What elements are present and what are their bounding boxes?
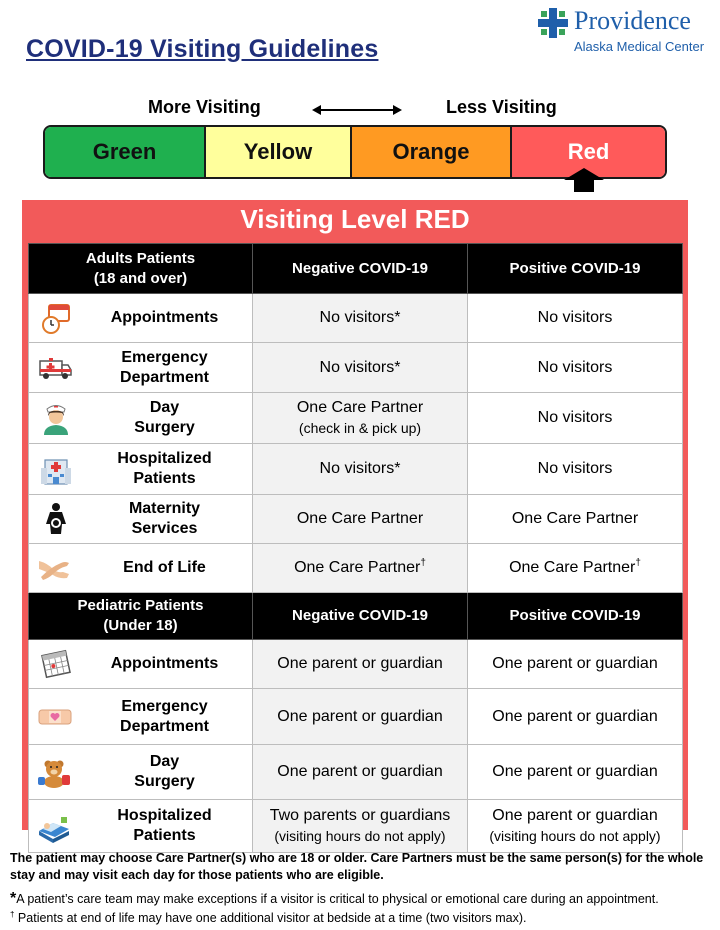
level-yellow: Yellow (206, 127, 352, 177)
row-label-text: Emergency (121, 697, 208, 715)
pediatric-header-age: (Under 18) (103, 617, 178, 634)
negative-cell-text: One Care Partner (294, 559, 421, 576)
calendar-icon (39, 647, 73, 681)
end-of-life-footnote (10, 911, 710, 925)
negative-cell: One Care Partner (253, 495, 468, 544)
positive-cell: No visitors (468, 294, 683, 343)
adults-header-row (29, 244, 683, 294)
providence-logo (538, 6, 713, 56)
positive-column-header: Positive COVID-19 (468, 244, 683, 294)
positive-cell: One parent or guardian (468, 745, 683, 800)
positive-cell-note: (visiting hours do not apply) (489, 827, 661, 844)
positive-cell: One parent or guardian (468, 640, 683, 689)
exception-footnote-text: A patient’s care team may make exceptions if a visitor is critical to physical or emotional care during an appointment. (16, 892, 659, 906)
pediatric-header-row (29, 593, 683, 640)
teddy-bear-icon (33, 755, 75, 789)
positive-cell: No visitors (468, 444, 683, 495)
providence-cross-icon (538, 8, 568, 38)
table-row (29, 689, 683, 745)
row-label-text: Surgery (134, 419, 195, 436)
dagger-mark: † (420, 557, 426, 569)
table-row (29, 745, 683, 800)
bandage-heart-icon (33, 700, 77, 734)
negative-cell: No visitors* (253, 294, 468, 343)
negative-cell: No visitors* (253, 444, 468, 495)
negative-cell: No visitors* (253, 343, 468, 393)
table-row (29, 393, 683, 444)
less-visiting-label: Less Visiting (446, 97, 557, 117)
nurse-icon (39, 401, 73, 435)
row-label-text: Appointments (110, 309, 219, 326)
holding-hands-icon (35, 551, 73, 585)
visiting-level-panel (22, 200, 688, 844)
visiting-table (28, 243, 683, 853)
pediatric-header-title: Pediatric Patients (77, 597, 204, 614)
hospital-building-icon (39, 452, 73, 486)
dagger-mark: † (10, 909, 15, 919)
row-label-text: Hospitalized (117, 450, 212, 467)
positive-cell-text: One parent or guardian (492, 806, 658, 824)
negative-cell: One parent or guardian (253, 640, 468, 689)
hospital-bed-icon (33, 809, 75, 843)
row-label-text: Department (120, 717, 209, 735)
negative-column-header: Negative COVID-19 (253, 244, 468, 294)
row-label-text: Patients (133, 470, 196, 487)
positive-cell: No visitors (468, 393, 683, 444)
row-label-text: Patients (133, 827, 196, 844)
row-label-text: Surgery (134, 773, 195, 790)
negative-cell (253, 544, 468, 593)
row-label-text: Appointments (110, 655, 219, 672)
table-row (29, 294, 683, 343)
row-label-text: Services (131, 520, 198, 537)
negative-cell: One parent or guardian (253, 689, 468, 745)
positive-cell: One Care Partner (468, 495, 683, 544)
ambulance-icon (35, 351, 75, 385)
current-level-pointer-icon (564, 168, 604, 192)
end-of-life-footnote-text: Patients at end of life may have one additional visitor at bedside at a time (two visitors max). (14, 911, 527, 925)
positive-cell: No visitors (468, 343, 683, 393)
negative-cell (253, 393, 468, 444)
table-row (29, 444, 683, 495)
table-row (29, 544, 683, 593)
adults-header-title: Adults Patients (85, 249, 196, 267)
exception-footnote (10, 890, 715, 908)
row-label-text: Maternity (128, 500, 201, 517)
row-label (29, 689, 253, 745)
table-row (29, 640, 683, 689)
row-label (29, 495, 253, 544)
row-label (29, 294, 253, 343)
negative-cell-note: (visiting hours do not apply) (274, 827, 446, 844)
positive-cell: One parent or guardian (468, 689, 683, 745)
positive-cell-text: One Care Partner (509, 559, 636, 576)
pediatric-header (29, 593, 253, 640)
more-visiting-label: More Visiting (148, 97, 261, 117)
panel-title: Visiting Level RED (240, 204, 470, 234)
calendar-clock-icon (39, 301, 73, 335)
double-arrow-icon (312, 101, 402, 119)
negative-column-header: Negative COVID-19 (253, 593, 468, 640)
level-red: Red (512, 127, 665, 177)
row-label-text: End of Life (123, 559, 206, 576)
dagger-mark: † (635, 557, 641, 569)
page-title: COVID-19 Visiting Guidelines (26, 35, 379, 63)
level-orange: Orange (352, 127, 512, 177)
row-label-text: Hospitalized (117, 807, 212, 824)
asterisk-mark: * (10, 890, 17, 907)
positive-cell (468, 800, 683, 853)
row-label-text: Day (149, 399, 180, 416)
positive-cell (468, 544, 683, 593)
positive-column-header: Positive COVID-19 (468, 593, 683, 640)
negative-cell-text: One Care Partner (296, 398, 424, 416)
logo-name: Providence (574, 6, 691, 35)
negative-cell-text: Two parents or guardians (269, 806, 451, 824)
row-label-text: Department (120, 368, 209, 386)
row-label (29, 343, 253, 393)
row-label (29, 745, 253, 800)
row-label-text: Emergency (121, 348, 208, 366)
table-row (29, 343, 683, 393)
table-row (29, 495, 683, 544)
row-label (29, 640, 253, 689)
row-label-text: Day (149, 753, 180, 770)
row-label (29, 800, 253, 853)
negative-cell (253, 800, 468, 853)
adults-header-age: (18 and over) (93, 269, 188, 287)
negative-cell-note: (check in & pick up) (298, 419, 422, 436)
level-green: Green (45, 127, 206, 177)
adults-header (29, 244, 253, 294)
care-partner-note: The patient may choose Care Partner(s) who are 18 or older. Care Partners must be the same person(s) for the whole stay and may visit each day for those patients who are eligible. (10, 851, 704, 882)
row-label (29, 544, 253, 593)
table-row (29, 800, 683, 853)
row-label (29, 393, 253, 444)
logo-subtitle: Alaska Medical Center (574, 39, 705, 54)
pregnant-woman-icon (39, 502, 73, 536)
row-label (29, 444, 253, 495)
negative-cell: One parent or guardian (253, 745, 468, 800)
